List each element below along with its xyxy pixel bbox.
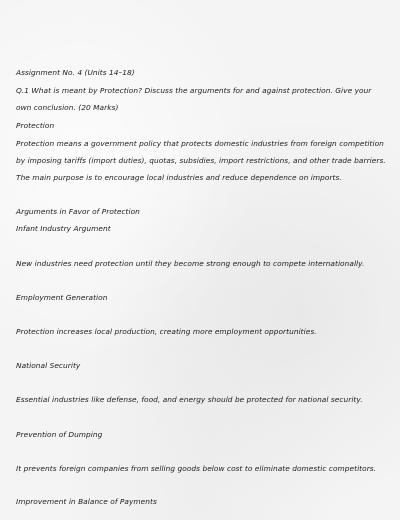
argument-title: Improvement in Balance of Payments bbox=[16, 497, 157, 506]
argument-title: National Security bbox=[16, 361, 81, 370]
argument-text: New industries need protection until they become strong enough to compete internationally. bbox=[16, 259, 365, 268]
section-title: Protection bbox=[16, 121, 55, 130]
argument-title: Employment Generation bbox=[16, 293, 108, 302]
argument-text: Protection increases local production, creating more employment opportunities. bbox=[16, 327, 317, 336]
document-page bbox=[16, 0, 400, 520]
arguments-heading: Arguments in Favor of Protection bbox=[16, 207, 140, 216]
question-line-2: own conclusion. (20 Marks) bbox=[16, 103, 119, 112]
definition-line-2: by imposing tariffs (import duties), quotas, subsidies, import restrictions, and other trade barriers. bbox=[16, 156, 386, 165]
question-line-1: Q.1 What is meant by Protection? Discuss the arguments for and against protection. Give your bbox=[16, 86, 372, 95]
definition-line-3: The main purpose is to encourage local industries and reduce dependence on imports. bbox=[16, 173, 342, 182]
argument-title: Prevention of Dumping bbox=[16, 430, 103, 439]
argument-text: It prevents foreign companies from selling goods below cost to eliminate domestic competitors. bbox=[16, 464, 377, 473]
argument-text: Essential industries like defense, food, and energy should be protected for national security. bbox=[16, 395, 363, 404]
assignment-heading: Assignment No. 4 (Units 14–18) bbox=[16, 68, 135, 77]
definition-line-1: Protection means a government policy that protects domestic industries from foreign competition bbox=[16, 139, 384, 148]
argument-title: Infant Industry Argument bbox=[16, 224, 111, 233]
